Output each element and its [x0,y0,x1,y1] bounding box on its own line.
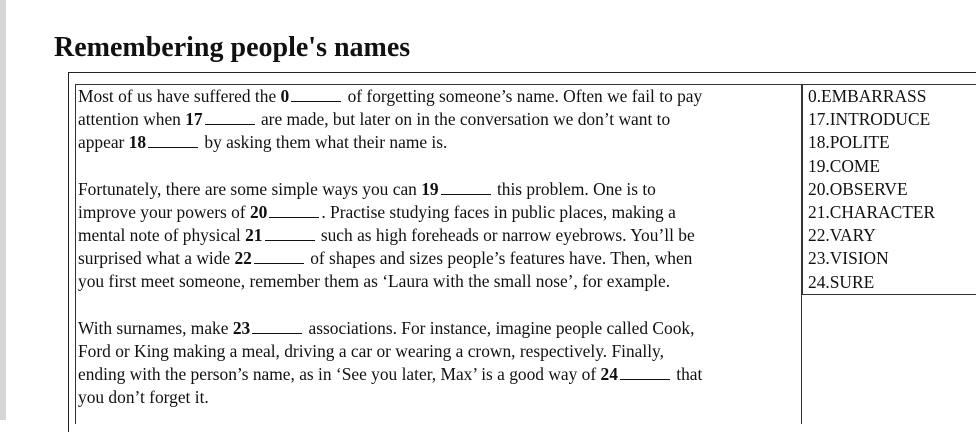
answer-blank[interactable] [620,378,670,380]
line-text: attention when [78,109,186,130]
gap-number: 17 [185,109,203,130]
word-bank-item: 22.VARY [808,225,876,246]
word-bank-item: 23.VISION [808,248,889,269]
answer-blank[interactable] [148,146,198,148]
gap-number: 20 [249,201,268,222]
word-bank-item: 17.INTRODUCE [808,109,931,130]
line-text: appear [78,132,129,153]
passage-line [78,317,801,340]
word-bank-cell [802,84,976,424]
line-text: such as high foreheads or narrow eyebrows. You’ll be [316,225,695,246]
gap-number: 18 [128,132,147,153]
gap-number: 19 [421,178,439,199]
answer-blank[interactable] [254,262,304,264]
line-text: Most of us have suffered the [78,86,281,106]
line-text: of forgetting someone’s name. Often we fail to pay [343,86,703,106]
passage-line [78,201,801,224]
line-text: this problem. One is to [492,178,656,199]
answer-blank[interactable] [441,193,491,195]
line-text: ending with the person’s name, as in ‘See you later, Max’ is a good way of [78,364,601,385]
line-text: . Practise studying faces in public places, making a [321,201,676,222]
passage-paragraph [78,178,801,294]
passage-line [78,247,801,270]
passage-line [78,85,801,108]
line-text: improve your powers of [78,201,250,222]
line-text: mental note of physical [78,225,246,246]
answer-blank[interactable] [265,239,315,241]
line-text: With surnames, make [78,317,233,338]
passage-line [78,178,801,201]
line-text: associations. For instance, imagine people called Cook, [304,317,695,338]
word-bank-item: 19.COME [808,155,880,176]
word-bank-list [802,85,976,295]
line-text: Ford or King making a meal, driving a car or wearing a crown, respectively. Finally, [78,340,664,361]
passage-paragraph [78,85,801,155]
line-text: surprised what a wide [78,248,235,269]
word-bank-item: 18.POLITE [808,132,890,153]
left-edge-rule [0,0,6,420]
passage-line [78,386,801,409]
line-text: by asking them what their name is. [200,132,448,153]
gap-number: 21 [245,225,263,246]
passage-line [78,224,801,247]
passage-line [78,340,801,363]
answer-blank[interactable] [269,216,319,218]
word-bank-item: 0.EMBARRASS [808,86,927,106]
word-bank-item: 21.CHARACTER [808,202,936,223]
line-text: you first meet someone, remember them as ‘Laura with the small nose’, for example. [78,271,671,292]
line-text: Fortunately, there are some simple ways you can [78,178,422,199]
answer-blank[interactable] [205,123,255,125]
passage-line [78,363,801,386]
passage-line [78,131,801,154]
passage-paragraph [78,317,801,410]
passage-cell [75,84,802,424]
line-text: are made, but later on in the conversation we don’t want to [256,109,671,130]
answer-blank[interactable] [252,332,302,334]
gap-number: 23 [232,317,251,338]
gap-number: 22 [234,248,252,269]
passage-line [78,108,801,131]
line-text: that [671,364,703,385]
passage-line [78,270,801,293]
line-text: of shapes and sizes people’s features have. Then, when [305,248,693,269]
word-bank-item: 24.SURE [808,271,875,292]
gap-number: 24 [600,364,618,385]
answer-blank[interactable] [291,100,341,102]
word-bank-item: 20.OBSERVE [808,178,908,199]
line-text: you don’t forget it. [78,387,209,408]
gap-number: 0 [280,86,290,106]
page-title: Remembering people's names [54,32,411,63]
